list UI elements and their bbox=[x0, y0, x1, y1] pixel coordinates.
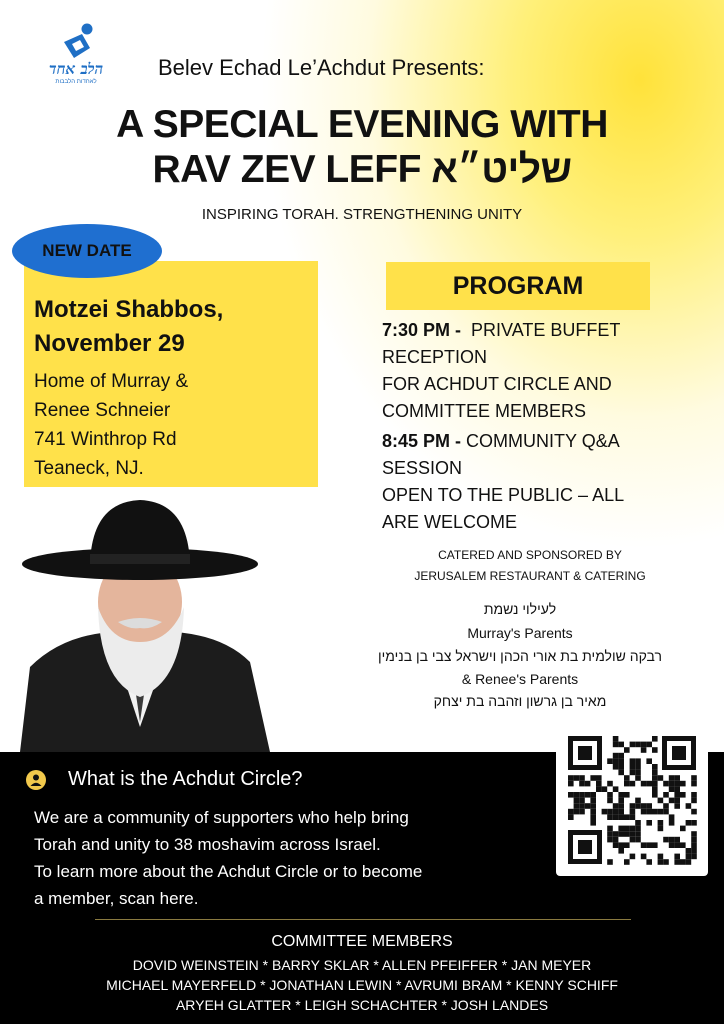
event-date-line2: November 29 bbox=[34, 330, 185, 357]
address-line: Home of Murray & bbox=[34, 371, 189, 392]
program-time-1: 7:30 PM - bbox=[382, 320, 462, 340]
logo-mark-icon bbox=[60, 22, 98, 60]
new-date-badge: NEW DATE bbox=[12, 224, 162, 278]
committee-line: ARYEH GLATTER * LEIGH SCHACHTER * JOSH LANDES bbox=[175, 997, 549, 1013]
event-title-line2: RAV ZEV LEFF שליט״א bbox=[152, 148, 572, 191]
program-text: COMMUNITY Q&A bbox=[466, 431, 620, 451]
logo-subtext: לאחדות הלבבות bbox=[55, 79, 97, 85]
program-text: FOR ACHDUT CIRCLE AND bbox=[382, 374, 612, 394]
user-icon bbox=[26, 770, 46, 790]
program-text: COMMITTEE MEMBERS bbox=[382, 401, 587, 421]
logo-text: הלב אחד bbox=[48, 60, 104, 78]
program-text: PRIVATE BUFFET bbox=[471, 320, 621, 340]
achdut-text: Torah and unity to 38 moshavim across Israel. bbox=[34, 835, 381, 854]
qr-code-icon bbox=[556, 724, 708, 876]
event-title-line1: A SPECIAL EVENING WITH bbox=[116, 103, 608, 146]
committee-heading: COMMITTEE MEMBERS bbox=[271, 933, 453, 950]
tagline: INSPIRING TORAH. STRENGTHENING UNITY bbox=[201, 206, 523, 223]
memorial-line: לעילוי נשמת bbox=[483, 601, 557, 617]
sponsor-line: JERUSALEM RESTAURANT & CATERING bbox=[414, 569, 646, 583]
achdut-text: We are a community of supporters who help bring bbox=[34, 808, 409, 827]
memorial-line: & Renee's Parents bbox=[461, 671, 579, 687]
event-date-line1: Motzei Shabbos, bbox=[34, 296, 224, 323]
committee-line: DOVID WEINSTEIN * BARRY SKLAR * ALLEN PFEIFFER * JAN MEYER bbox=[132, 957, 592, 973]
presenter-line: Belev Echad Le’Achdut Presents: bbox=[158, 55, 485, 80]
committee-line: MICHAEL MAYERFELD * JONATHAN LEWIN * AVRUMI BRAM * KENNY SCHIFF bbox=[106, 977, 618, 993]
rabbi-portrait bbox=[0, 492, 276, 752]
qr-code[interactable] bbox=[556, 724, 708, 876]
address-line: Renee Schneier bbox=[34, 400, 171, 421]
memorial-line: מאיר בן גרשון וזהבה בת יצחק bbox=[433, 693, 607, 709]
achdut-text: a member, scan here. bbox=[34, 889, 199, 908]
achdut-text: To learn more about the Achdut Circle or to become bbox=[34, 862, 423, 881]
memorial-line: רבקה שולמית בת אורי הכהן וישראל צבי בן בנימין bbox=[378, 648, 662, 664]
program-text: ARE WELCOME bbox=[382, 512, 518, 532]
memorial-line: Murray's Parents bbox=[467, 625, 573, 641]
program-text: OPEN TO THE PUBLIC – ALL bbox=[382, 485, 625, 505]
program-heading: PROGRAM bbox=[386, 262, 650, 310]
address-line: Teaneck, NJ. bbox=[34, 458, 144, 479]
address-line: 741 Winthrop Rd bbox=[34, 429, 177, 450]
program-text: SESSION bbox=[382, 458, 463, 478]
organization-logo bbox=[40, 22, 112, 88]
program-time-2: 8:45 PM - bbox=[382, 431, 462, 451]
achdut-heading: What is the Achdut Circle? bbox=[68, 768, 303, 790]
program-item-2 bbox=[382, 431, 620, 452]
sponsor-line: CATERED AND SPONSORED BY bbox=[438, 548, 622, 562]
divider bbox=[95, 919, 631, 920]
program-item-1 bbox=[382, 320, 620, 341]
program-text: RECEPTION bbox=[382, 347, 488, 367]
